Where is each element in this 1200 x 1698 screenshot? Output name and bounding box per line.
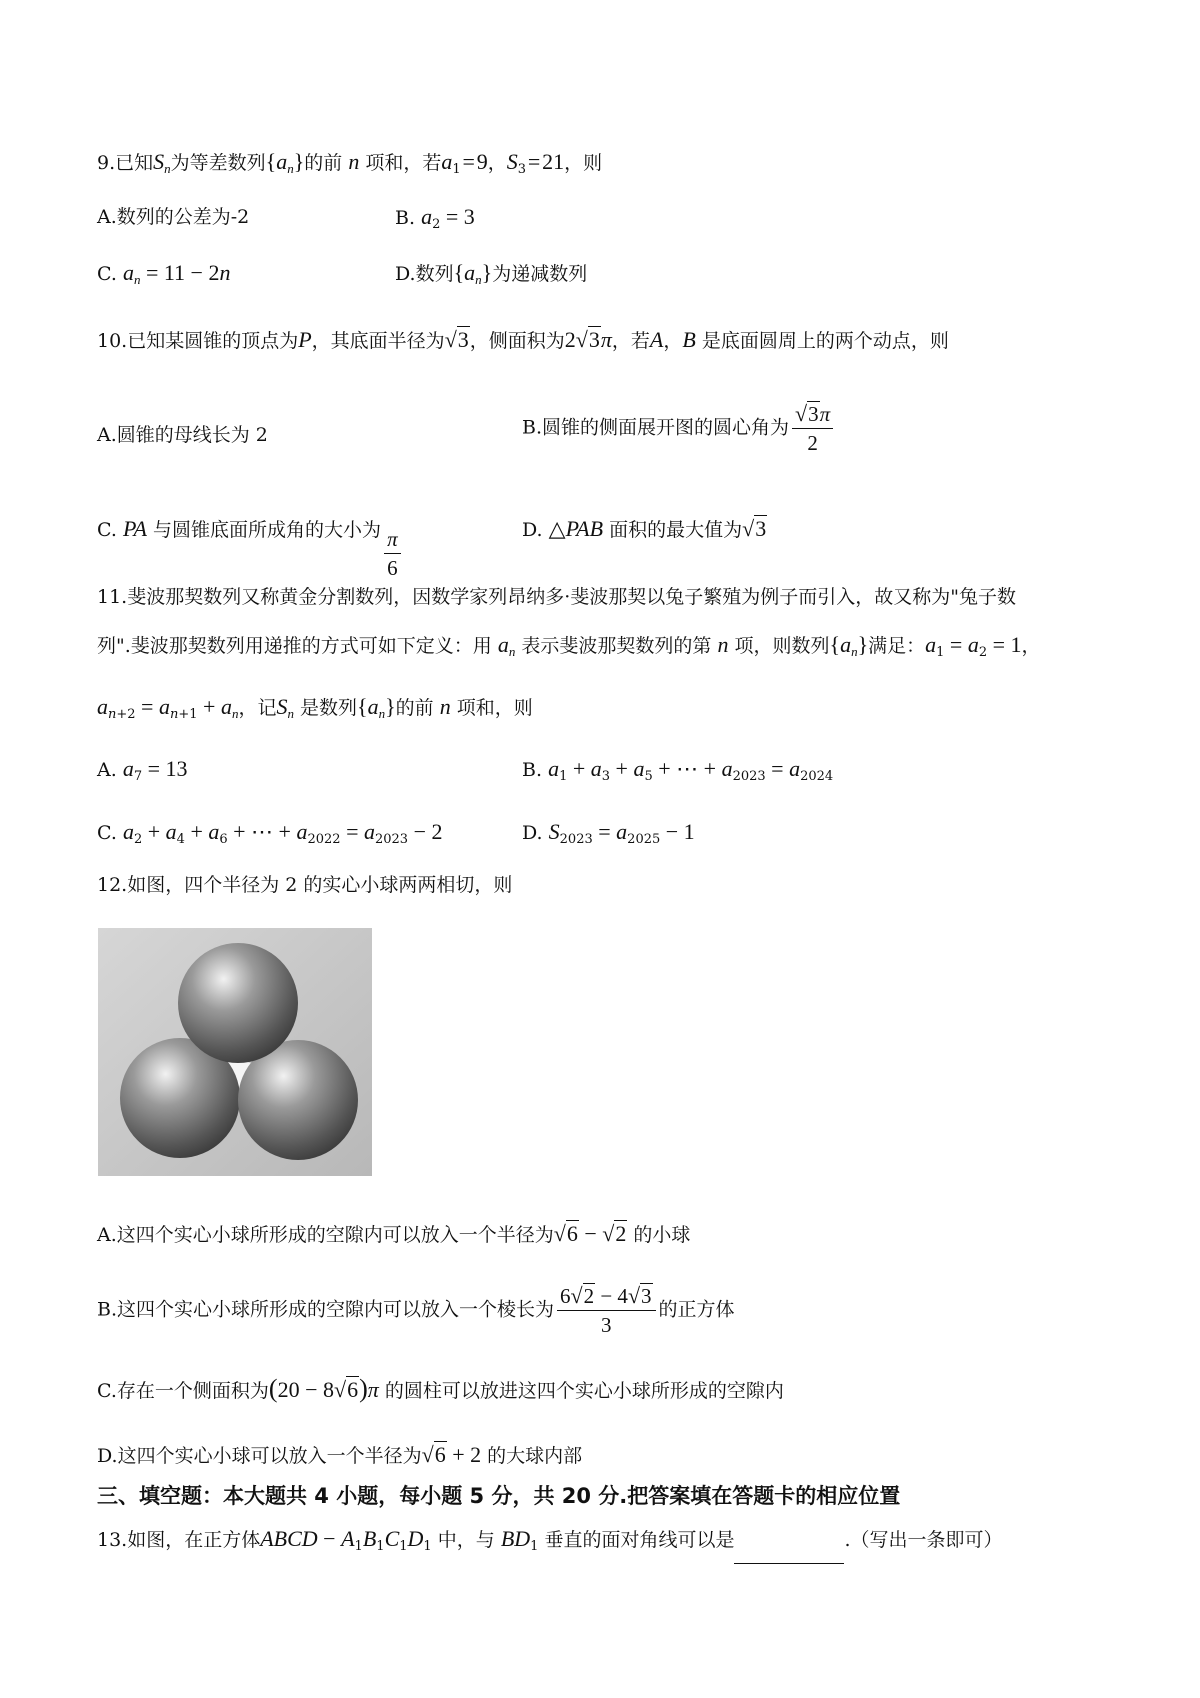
q9-option-b: B. $a_2 = 3$ [395, 204, 475, 232]
fraction: $\frac{√3\pi}{2}$ [792, 400, 833, 457]
q11-option-b: B. $a_1 + a_3 + a_5$ + ⋯ + $a_{2023} = a_{2024}$ [522, 756, 834, 784]
four-spheres-photo [98, 928, 372, 1176]
section-heading: 三、填空题：本大题共 4 小题，每小题 5 分，共 20 分.把答案填在答题卡的相应位置 [97, 1484, 901, 1508]
answer-blank[interactable] [734, 1543, 844, 1564]
q9-option-d: D.数列$\{a_n\}$为递减数列 [395, 260, 588, 287]
q11-option-a: A. $a_7 = 13$ [97, 756, 188, 784]
q11-line-2: 列".斐波那契数列用递推的方式可如下定义：用 $a_n$ 表示斐波那契数列的第 n 项，则数列$\{a_n\}$满足：$a_1 = a_2 = 1$， [97, 632, 1041, 660]
q11-line-1: 11.斐波那契数列又称黄金分割数列，因数学家列昂纳多·斐波那契以兔子繁殖为例子而引入，故又称为"兔子数 [97, 586, 1016, 608]
q10-option-d: D. △PAB 面积的最大值为√3 [522, 516, 767, 541]
q10-stem: 10.已知某圆锥的顶点为P，其底面半径为√3，侧面积为2√3π，若A，B 是底面圆周上的两个动点，则 [97, 327, 949, 352]
fraction: $\frac{\pi}{6}$ [384, 525, 401, 582]
q10-option-a: A.圆锥的母线长为 2 [97, 424, 268, 446]
q11-line-3: $a_{n+2} = a_{n+1} + a_n$，记$S_n$ 是数列$\{a_n\}$的前 n 项和，则 [97, 694, 533, 722]
q11-option-d: D. $S_{2023} = a_{2025} - 1$ [522, 819, 695, 847]
q9-option-c: C. $a_n = 11 - 2n$ [97, 260, 231, 287]
q12-stem: 12.如图，四个半径为 2 的实心小球两两相切，则 [97, 874, 513, 896]
q10-option-c: C. PA 与圆锥底面所成角的大小为 $\frac{\pi}{6}$ [97, 512, 404, 582]
q13-stem: 13.如图，在正方体ABCD − $A_1B_1C_1D_1$ 中，与 $BD_1$ 垂直的面对角线可以是 .（写出一条即可） [97, 1522, 1003, 1564]
q11-option-c: C. $a_2 + a_4 + a_6$ + ⋯ + $a_{2022} = a_{2023} - 2$ [97, 819, 443, 847]
q12-option-c: C.存在一个侧面积为(20 − 8√6)π 的圆柱可以放进这四个实心小球所形成的空隙内 [97, 1374, 784, 1403]
q10-option-b: B.圆锥的侧面展开图的圆心角为 $\frac{√3\pi}{2}$ [522, 400, 836, 457]
q9-option-a: A.数列的公差为-2 [97, 206, 250, 228]
q12-option-b: B.这四个实心小球所形成的空隙内可以放入一个棱长为 $\frac{6√2 - 4√3}{3}$ 的正方体 [97, 1283, 735, 1337]
fraction: $\frac{6√2 - 4√3}{3}$ [557, 1282, 656, 1339]
q12-option-a: A.这四个实心小球所形成的空隙内可以放入一个半径为√6 − √2 的小球 [97, 1221, 691, 1246]
q12-option-d: D.这四个实心小球可以放入一个半径为√6 + 2 的大球内部 [97, 1442, 583, 1467]
q9-stem: 9.已知$S_n$为等差数列$\{a_n\}$的前 n 项和，若$a_1$ = 9，$S_3$ = 21，则 [97, 149, 603, 177]
